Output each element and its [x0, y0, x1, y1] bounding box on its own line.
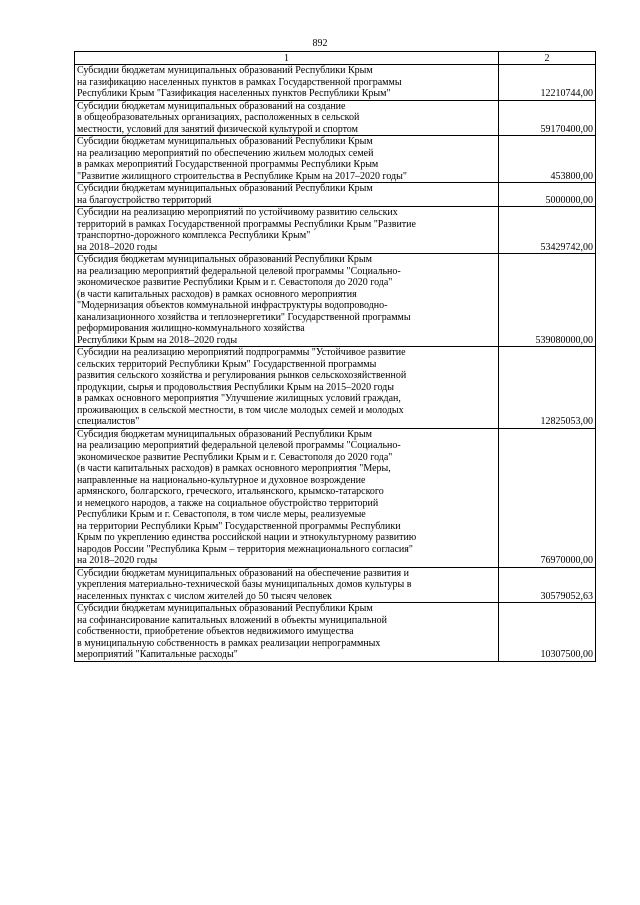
table-row	[75, 65, 596, 101]
table-row	[75, 100, 596, 136]
row-description: Субсидия бюджетам муниципальных образований Республики Крым на реализацию мероприятий федеральной целевой программы "Социально- экономическое развитие Республики Крым и г. Севастополя до 2020 года" (в части капитальных расходов) в рамках основного мероприятия "Модернизация объектов коммунальной инфраструктуры водопроводно- канализационного хозяйства и теплоэнергетики" Государственной программы реформирования жилищно-коммунального хозяйства Республики Крым на 2018–2020 годы	[75, 254, 499, 347]
row-description: Субсидия бюджетам муниципальных образований Республики Крым на реализацию мероприятий федеральной целевой программы "Социально- экономическое развитие Республики Крым и г. Севастополя до 2020 года" (в части капитальных расходов) в рамках основного мероприятия "Меры, направленные на национально-культурное и духовное возрождение армянского, болгарского, греческого, итальянского, крымско-татарского и немецкого народов, а также на социальное обустройство территорий Республики Крым и г. Севастополя, в том числе меры, реализуемые на территории Республики Крым" Государственной программы Республики Крым по укреплению единства российской нации и этнокультурному развитию народов России "Республика Крым – территория межнационального согласия" на 2018–2020 годы	[75, 428, 499, 567]
row-amount: 453800,00	[499, 136, 596, 183]
column-header-1: 1	[75, 52, 499, 65]
page-number: 892	[312, 38, 328, 49]
row-description: Субсидии бюджетам муниципальных образований на обеспечение развития и укрепления материально-технической базы муниципальных домов культуры в населенных пунктах с числом жителей до 50 тысяч человек	[75, 567, 499, 603]
row-description: Субсидии бюджетам муниципальных образований Республики Крым на благоустройство территорий	[75, 183, 499, 207]
row-amount: 53429742,00	[499, 207, 596, 254]
row-description: Субсидии бюджетам муниципальных образований Республики Крым на софинансирование капитальных вложений в объекты муниципальной собственности, приобретение объектов недвижимого имущества в муниципальную собственность в рамках реализации непрограммных мероприятий "Капитальные расходы"	[75, 603, 499, 662]
table-row	[75, 183, 596, 207]
table-row	[75, 567, 596, 603]
table-row	[75, 603, 596, 662]
table-header-row	[75, 52, 596, 65]
row-description: Субсидии бюджетам муниципальных образований на создание в общеобразовательных организациях, расположенных в сельской местности, условий для занятий физической культурой и спортом	[75, 100, 499, 136]
row-description: Субсидии бюджетам муниципальных образований Республики Крым на газификацию населенных пунктов в рамках Государственной программы Республики Крым "Газификация населенных пунктов Республики Крым"	[75, 65, 499, 101]
row-amount: 12210744,00	[499, 65, 596, 101]
table-row	[75, 136, 596, 183]
subsidies-table	[74, 51, 596, 662]
row-amount: 76970000,00	[499, 428, 596, 567]
row-description: Субсидии на реализацию мероприятий подпрограммы "Устойчивое развитие сельских территорий Республики Крым" Государственной программы развития сельского хозяйства и регулирования рынков сельскохозяйственной продукции, сырья и продовольствия Республики Крым на 2015–2020 годы в рамках основного мероприятия "Улучшение жилищных условий граждан, проживающих в сельской местности, в том числе молодых семей и молодых специалистов"	[75, 347, 499, 429]
table-row	[75, 254, 596, 347]
row-amount: 5000000,00	[499, 183, 596, 207]
row-amount: 12825053,00	[499, 347, 596, 429]
row-amount: 539080000,00	[499, 254, 596, 347]
row-amount: 59170400,00	[499, 100, 596, 136]
row-amount: 10307500,00	[499, 603, 596, 662]
row-description: Субсидии бюджетам муниципальных образований Республики Крым на реализацию мероприятий по обеспечению жильем молодых семей в рамках мероприятий Государственной программы Республики Крым "Развитие жилищного строительства в Республике Крым на 2017–2020 годы"	[75, 136, 499, 183]
row-description: Субсидии на реализацию мероприятий по устойчивому развитию сельских территорий в рамках Государственной программы Республики Крым "Развитие транспортно-дорожного комплекса Республики Крым" на 2018–2020 годы	[75, 207, 499, 254]
table-row	[75, 347, 596, 429]
row-amount: 30579052,63	[499, 567, 596, 603]
table-row	[75, 207, 596, 254]
table-row	[75, 428, 596, 567]
column-header-2: 2	[499, 52, 596, 65]
